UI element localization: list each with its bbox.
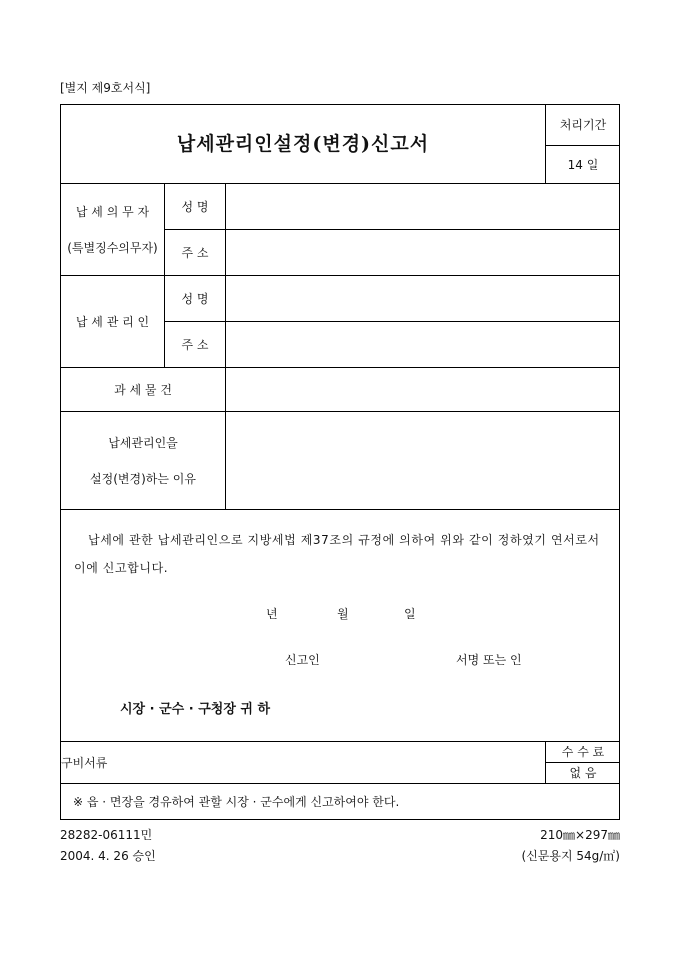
- date-day-label: 일: [404, 607, 416, 621]
- form-title: 납세관리인설정(변경)신고서: [176, 132, 430, 155]
- taxpayer-label: [61, 184, 164, 275]
- declaration-statement: [74, 526, 610, 582]
- processing-period-label: 처리기간: [559, 118, 607, 132]
- form-number-label: [별지 제9호서식]: [60, 81, 151, 95]
- paper-type: (신문용지 54g/㎡): [521, 849, 620, 863]
- divider: [61, 509, 620, 510]
- addressee: 시장 · 군수 · 구청장 귀 하: [120, 702, 271, 717]
- date-year-label: 년: [266, 607, 278, 621]
- tax-manager-label: 납 세 관 리 인: [75, 314, 150, 329]
- manager-name-label: 성 명: [181, 291, 209, 306]
- form-code: 28282-06111민: [60, 828, 153, 842]
- documents-label: [61, 742, 181, 783]
- taxpayer-label-line2: (특별징수의무자): [67, 240, 158, 255]
- declaration-text: 납세에 관한 납세관리인으로 지방세법 제37조의 규정에 의하여 위와 같이 정하였기 연서로서 이에 신고합니다.: [74, 533, 600, 575]
- reporter-signature-label: 서명 또는 인: [456, 653, 522, 667]
- reason-label-line2: 설정(변경)하는 이유: [90, 471, 196, 486]
- tax-object-field[interactable]: [226, 368, 620, 411]
- manager-name-field[interactable]: [226, 276, 620, 321]
- reason-label: [61, 412, 225, 509]
- approval-date: 2004. 4. 26 승인: [60, 849, 156, 863]
- note: ※ 읍 · 면장을 경유하여 관할 시장 · 군수에게 신고하여야 한다.: [73, 795, 400, 809]
- reason-field[interactable]: [226, 412, 620, 509]
- taxpayer-label-line1: 납 세 의 무 자: [75, 204, 150, 219]
- manager-address-field[interactable]: [226, 322, 620, 367]
- fee-value: 없 음: [569, 766, 597, 780]
- taxpayer-name-label: 성 명: [181, 199, 209, 214]
- manager-address-label: 주 소: [181, 337, 209, 352]
- reporter-label: 신고인: [285, 653, 320, 667]
- reason-label-line1: 납세관리인을: [108, 435, 178, 450]
- taxpayer-address-field[interactable]: [226, 230, 620, 275]
- processing-period-value: 14 일: [567, 157, 599, 172]
- fee-label: 수 수 료: [561, 745, 605, 759]
- date-month-label: 월: [337, 607, 349, 621]
- paper-size: 210㎜×297㎜: [540, 828, 620, 842]
- taxpayer-name-field[interactable]: [226, 184, 620, 229]
- tax-object-label: 과 세 물 건: [114, 382, 172, 397]
- taxpayer-address-label: 주 소: [181, 245, 209, 260]
- documents-label-text: 구비서류: [61, 755, 108, 770]
